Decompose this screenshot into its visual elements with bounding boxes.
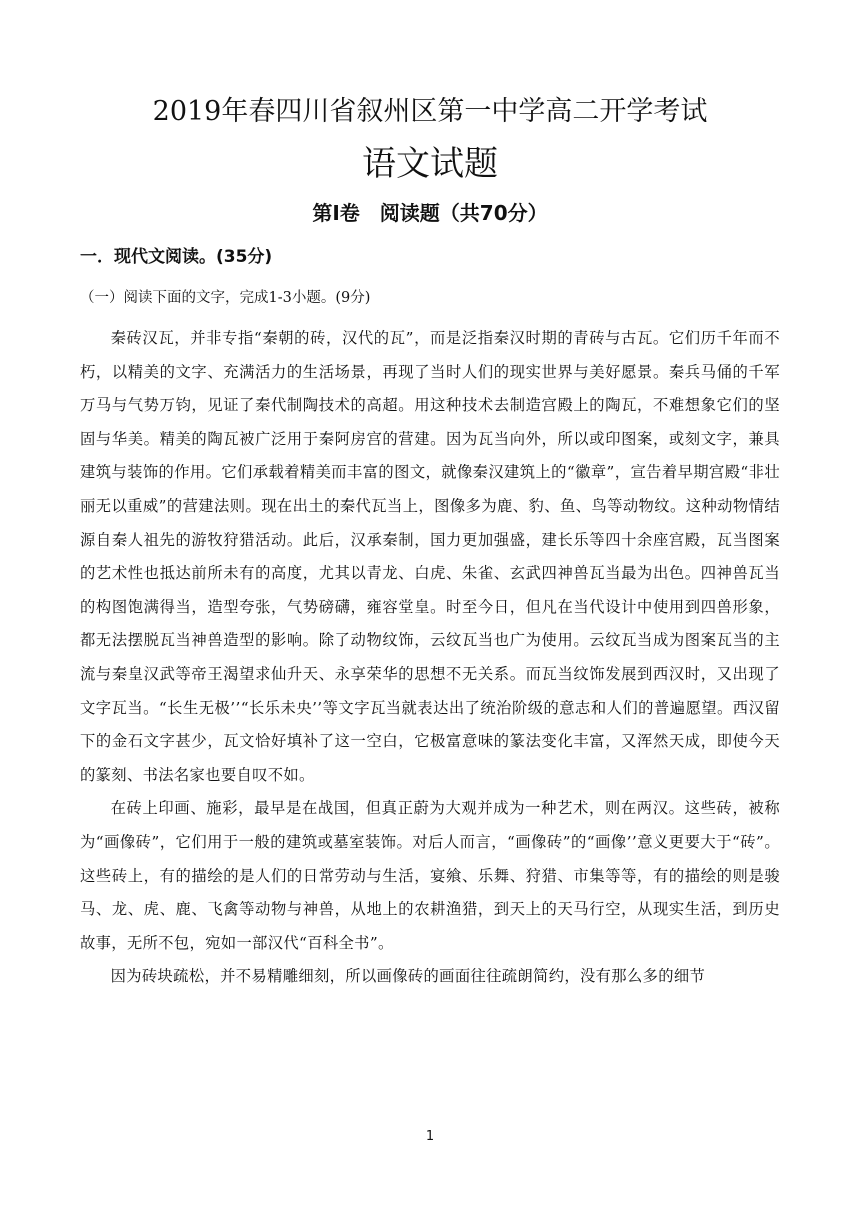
passage-paragraph-3: 因为砖块疏松，并不易精雕细刻，所以画像砖的画面往往疏朗简约，没有那么多的细节 (110, 967, 706, 986)
passage-paragraph-1: 秦砖汉瓦，并非专指“秦朝的砖，汉代的瓦”，而是泛指秦汉时期的青砖与古瓦。它们历千年而不朽，以精美的文字、充满活力的生活场景，再现了当时人们的现实世界与美好愿景。秦兵马俑的千军万马与气势万钧，见证了秦代制陶技术的高超。用这种技术去制造宫殿上的陶瓦，不难想象它们的坚固与华美。精美的陶瓦被广泛用于秦阿房宫的营建。因为瓦当向外，所以或印图案，或刻文字，兼具建筑与装饰的作用。它们承载着精美而丰富的图文，就像秦汉建筑上的“徽章”，宣告着早期宫殿“非壮丽无以重威”的营建法则。现在出土的秦代瓦当上，图像多为鹿、豹、鱼、鸟等动物纹。这种动物情结源自秦人祖先的游牧狩猎活动。此后，汉承秦制，国力更加强盛，建长乐等四十余座宫殿，瓦当图案的艺术性也抵达前所未有的高度，尤其以青龙、白虎、朱雀、玄武四神兽瓦当最为出色。四神兽瓦当的构图饱满得当，造型夸张，气势磅礴，雍容堂皇。时至今日，但凡在当代设计中使用到四兽形象，都无法摆脱瓦当神兽造型的影响。除了动物纹饰，云纹瓦当也广为使用。云纹瓦当成为图案瓦当的主流与秦皇汉武等帝王渴望求仙升天、永享荣华的思想不无关系。而瓦当纹饰发展到西汉时，又出现了文字瓦当。“长生无极’’“长乐未央’’等文字瓦当就表达出了统治阶级的意志和人们的普遍愿望。西汉留下的金石文字甚少，瓦文恰好填补了这一空白，它极富意味的篆法变化丰富，又浑然天成，即使今天的篆刻、书法名家也要自叹不如。 (80, 329, 780, 784)
passage-body (80, 322, 780, 994)
reading-instruction: （一）阅读下面的文字，完成1-3小题。(9分) (80, 290, 371, 306)
section-heading: 一．现代文阅读。(35分) (80, 247, 273, 267)
document-subtitle: 语文试题 (362, 144, 498, 184)
page-number: 1 (425, 1129, 435, 1144)
document-title: 2019年春四川省叙州区第一中学高二开学考试 (152, 96, 708, 127)
volume-heading: 第I卷 阅读题（共70分） (312, 201, 548, 225)
passage-paragraph-2: 在砖上印画、施彩，最早是在战国，但真正蔚为大观并成为一种艺术，则在两汉。这些砖，被称为“画像砖”，它们用于一般的建筑或墓室装饰。对后人而言，“画像砖”的“画像’’意义更要大于“砖”。这些砖上，有的描绘的是人们的日常劳动与生活，宴飨、乐舞、狩猎、市集等等，有的描绘的则是骏马、龙、虎、鹿、飞禽等动物与神兽，从地上的农耕渔猎，到天上的天马行空，从现实生活，到历史故事，无所不包，宛如一部汉代“百科全书”。 (80, 799, 780, 952)
